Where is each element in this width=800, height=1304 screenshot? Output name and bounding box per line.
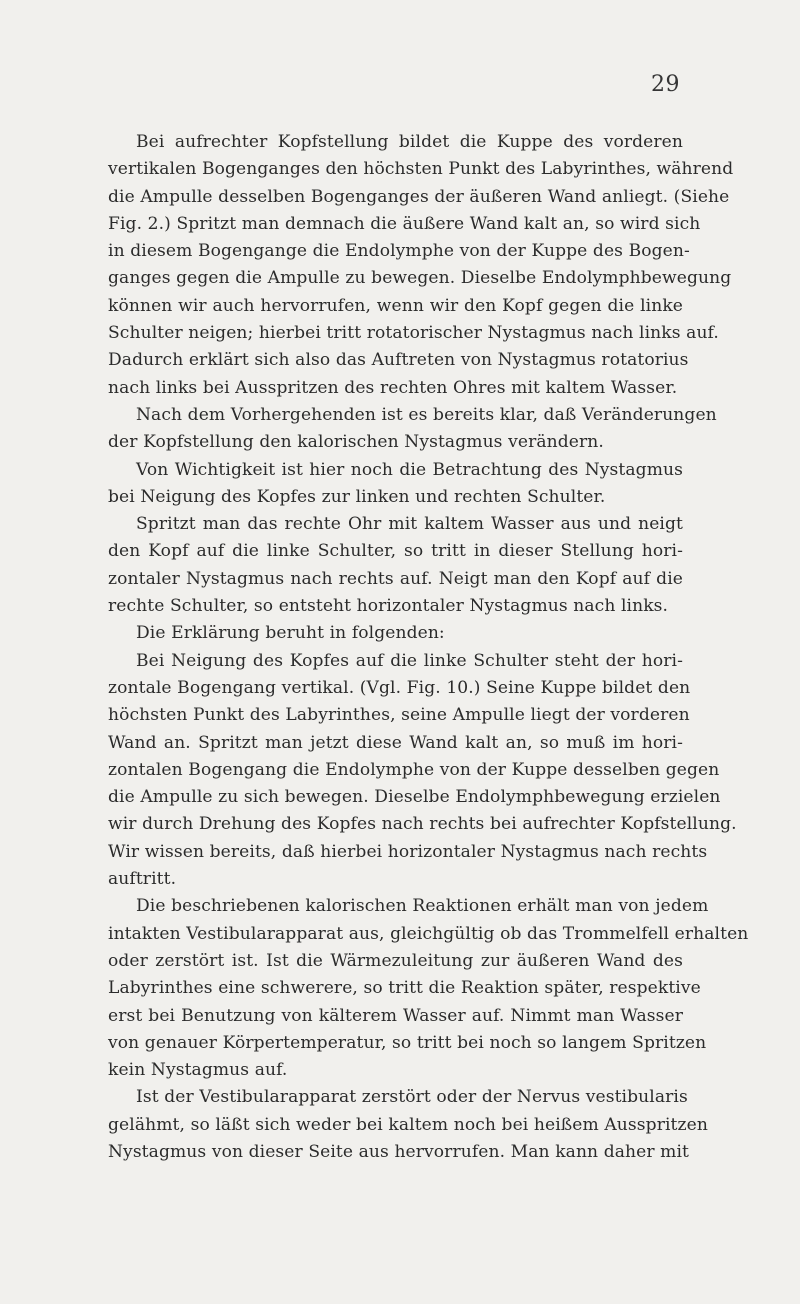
- text-line: zontale Bogengang vertikal. (Vgl. Fig. 10.) Seine Kuppe bildet den: [108, 677, 691, 698]
- text-line: gelähmt, so läßt sich weder bei kaltem noch bei heißem Ausspritzen: [108, 1114, 708, 1135]
- text-line: oder zerstört ist. Ist die Wärmezuleitung zur äußeren Wand des: [108, 950, 683, 971]
- text-line: höchsten Punkt des Labyrinthes, seine Ampulle liegt der vorderen: [108, 705, 690, 726]
- text-line: können wir auch hervorrufen, wenn wir den Kopf gegen die linke: [108, 295, 683, 316]
- paragraph: [108, 1084, 708, 1166]
- paragraph: [108, 402, 717, 457]
- text-line: Wir wissen bereits, daß hierbei horizontaler Nystagmus nach rechts: [108, 841, 708, 862]
- text-line: kein Nystagmus auf.: [108, 1060, 288, 1081]
- text-line: Dadurch erklärt sich also das Auftreten von Nystagmus rotatorius: [108, 350, 689, 371]
- text-line: wir durch Drehung des Kopfes nach rechts bei aufrechter Kopfstellung.: [108, 814, 737, 835]
- text-line: zontaler Nystagmus nach rechts auf. Neigt man den Kopf auf die: [108, 568, 683, 589]
- text-line: auftritt.: [108, 869, 177, 890]
- text-line: nach links bei Ausspritzen des rechten Ohres mit kaltem Wasser.: [108, 377, 678, 398]
- text-line: Ist der Vestibularapparat zerstört oder der Nervus vestibularis: [136, 1087, 688, 1108]
- text-line: Bei aufrechter Kopfstellung bildet die Kuppe des vorderen: [136, 132, 683, 152]
- text-line: die Ampulle zu sich bewegen. Dieselbe Endolymphbewegung erzielen: [108, 787, 721, 808]
- paragraph: [108, 457, 683, 512]
- paragraph: [108, 893, 749, 1084]
- text-line: vertikalen Bogenganges den höchsten Punkt des Labyrinthes, während: [108, 159, 734, 180]
- text-line: erst bei Benutzung von kälterem Wasser auf. Nimmt man Wasser: [108, 1005, 683, 1026]
- paragraph: [108, 620, 683, 647]
- text-line: Die Erklärung beruht in folgenden:: [136, 623, 445, 644]
- text-line: Wand an. Spritzt man jetzt diese Wand kalt an, so muß im hori-: [108, 732, 683, 753]
- paragraph: [108, 511, 683, 620]
- text-line: Fig. 2.) Spritzt man demnach die äußere Wand kalt an, so wird sich: [108, 213, 701, 234]
- text-line: Die beschriebenen kalorischen Reaktionen erhält man von jedem: [136, 896, 709, 917]
- paragraph: [108, 129, 734, 402]
- text-line: intakten Vestibularapparat aus, gleichgültig ob das Trommelfell erhalten: [108, 923, 749, 944]
- text-line: Schulter neigen; hierbei tritt rotatorischer Nystagmus nach links auf.: [108, 323, 719, 344]
- text-line: bei Neigung des Kopfes zur linken und rechten Schulter.: [108, 486, 606, 507]
- text-line: die Ampulle desselben Bogenganges der äußeren Wand anliegt. (Siehe: [108, 186, 730, 207]
- text-line: den Kopf auf die linke Schulter, so tritt in dieser Stellung hori-: [108, 541, 683, 562]
- text-line: Nach dem Vorhergehenden ist es bereits klar, daß Veränderungen: [136, 404, 717, 425]
- page-number: 29: [651, 72, 680, 97]
- text-line: Nystagmus von dieser Seite aus hervorrufen. Man kann daher mit: [108, 1141, 690, 1162]
- text-line: Labyrinthes eine schwerere, so tritt die Reaktion später, respektive: [108, 978, 701, 999]
- body-text: [108, 129, 749, 1166]
- text-line: von genauer Körpertemperatur, so tritt bei noch so langem Spritzen: [108, 1032, 707, 1053]
- text-line: Von Wichtigkeit ist hier noch die Betrachtung des Nystagmus: [136, 459, 683, 480]
- paragraph: [108, 648, 737, 894]
- text-line: Spritzt man das rechte Ohr mit kaltem Wasser aus und neigt: [136, 514, 683, 535]
- text-line: Bei Neigung des Kopfes auf die linke Schulter steht der hori-: [136, 650, 683, 671]
- text-line: in diesem Bogengange die Endolymphe von der Kuppe des Bogen-: [108, 241, 690, 262]
- text-line: der Kopfstellung den kalorischen Nystagmus verändern.: [108, 432, 604, 453]
- text-line: rechte Schulter, so entsteht horizontaler Nystagmus nach links.: [108, 596, 669, 617]
- text-line: ganges gegen die Ampulle zu bewegen. Dieselbe Endolymphbewegung: [108, 268, 732, 289]
- text-line: zontalen Bogengang die Endolymphe von der Kuppe desselben gegen: [108, 759, 720, 780]
